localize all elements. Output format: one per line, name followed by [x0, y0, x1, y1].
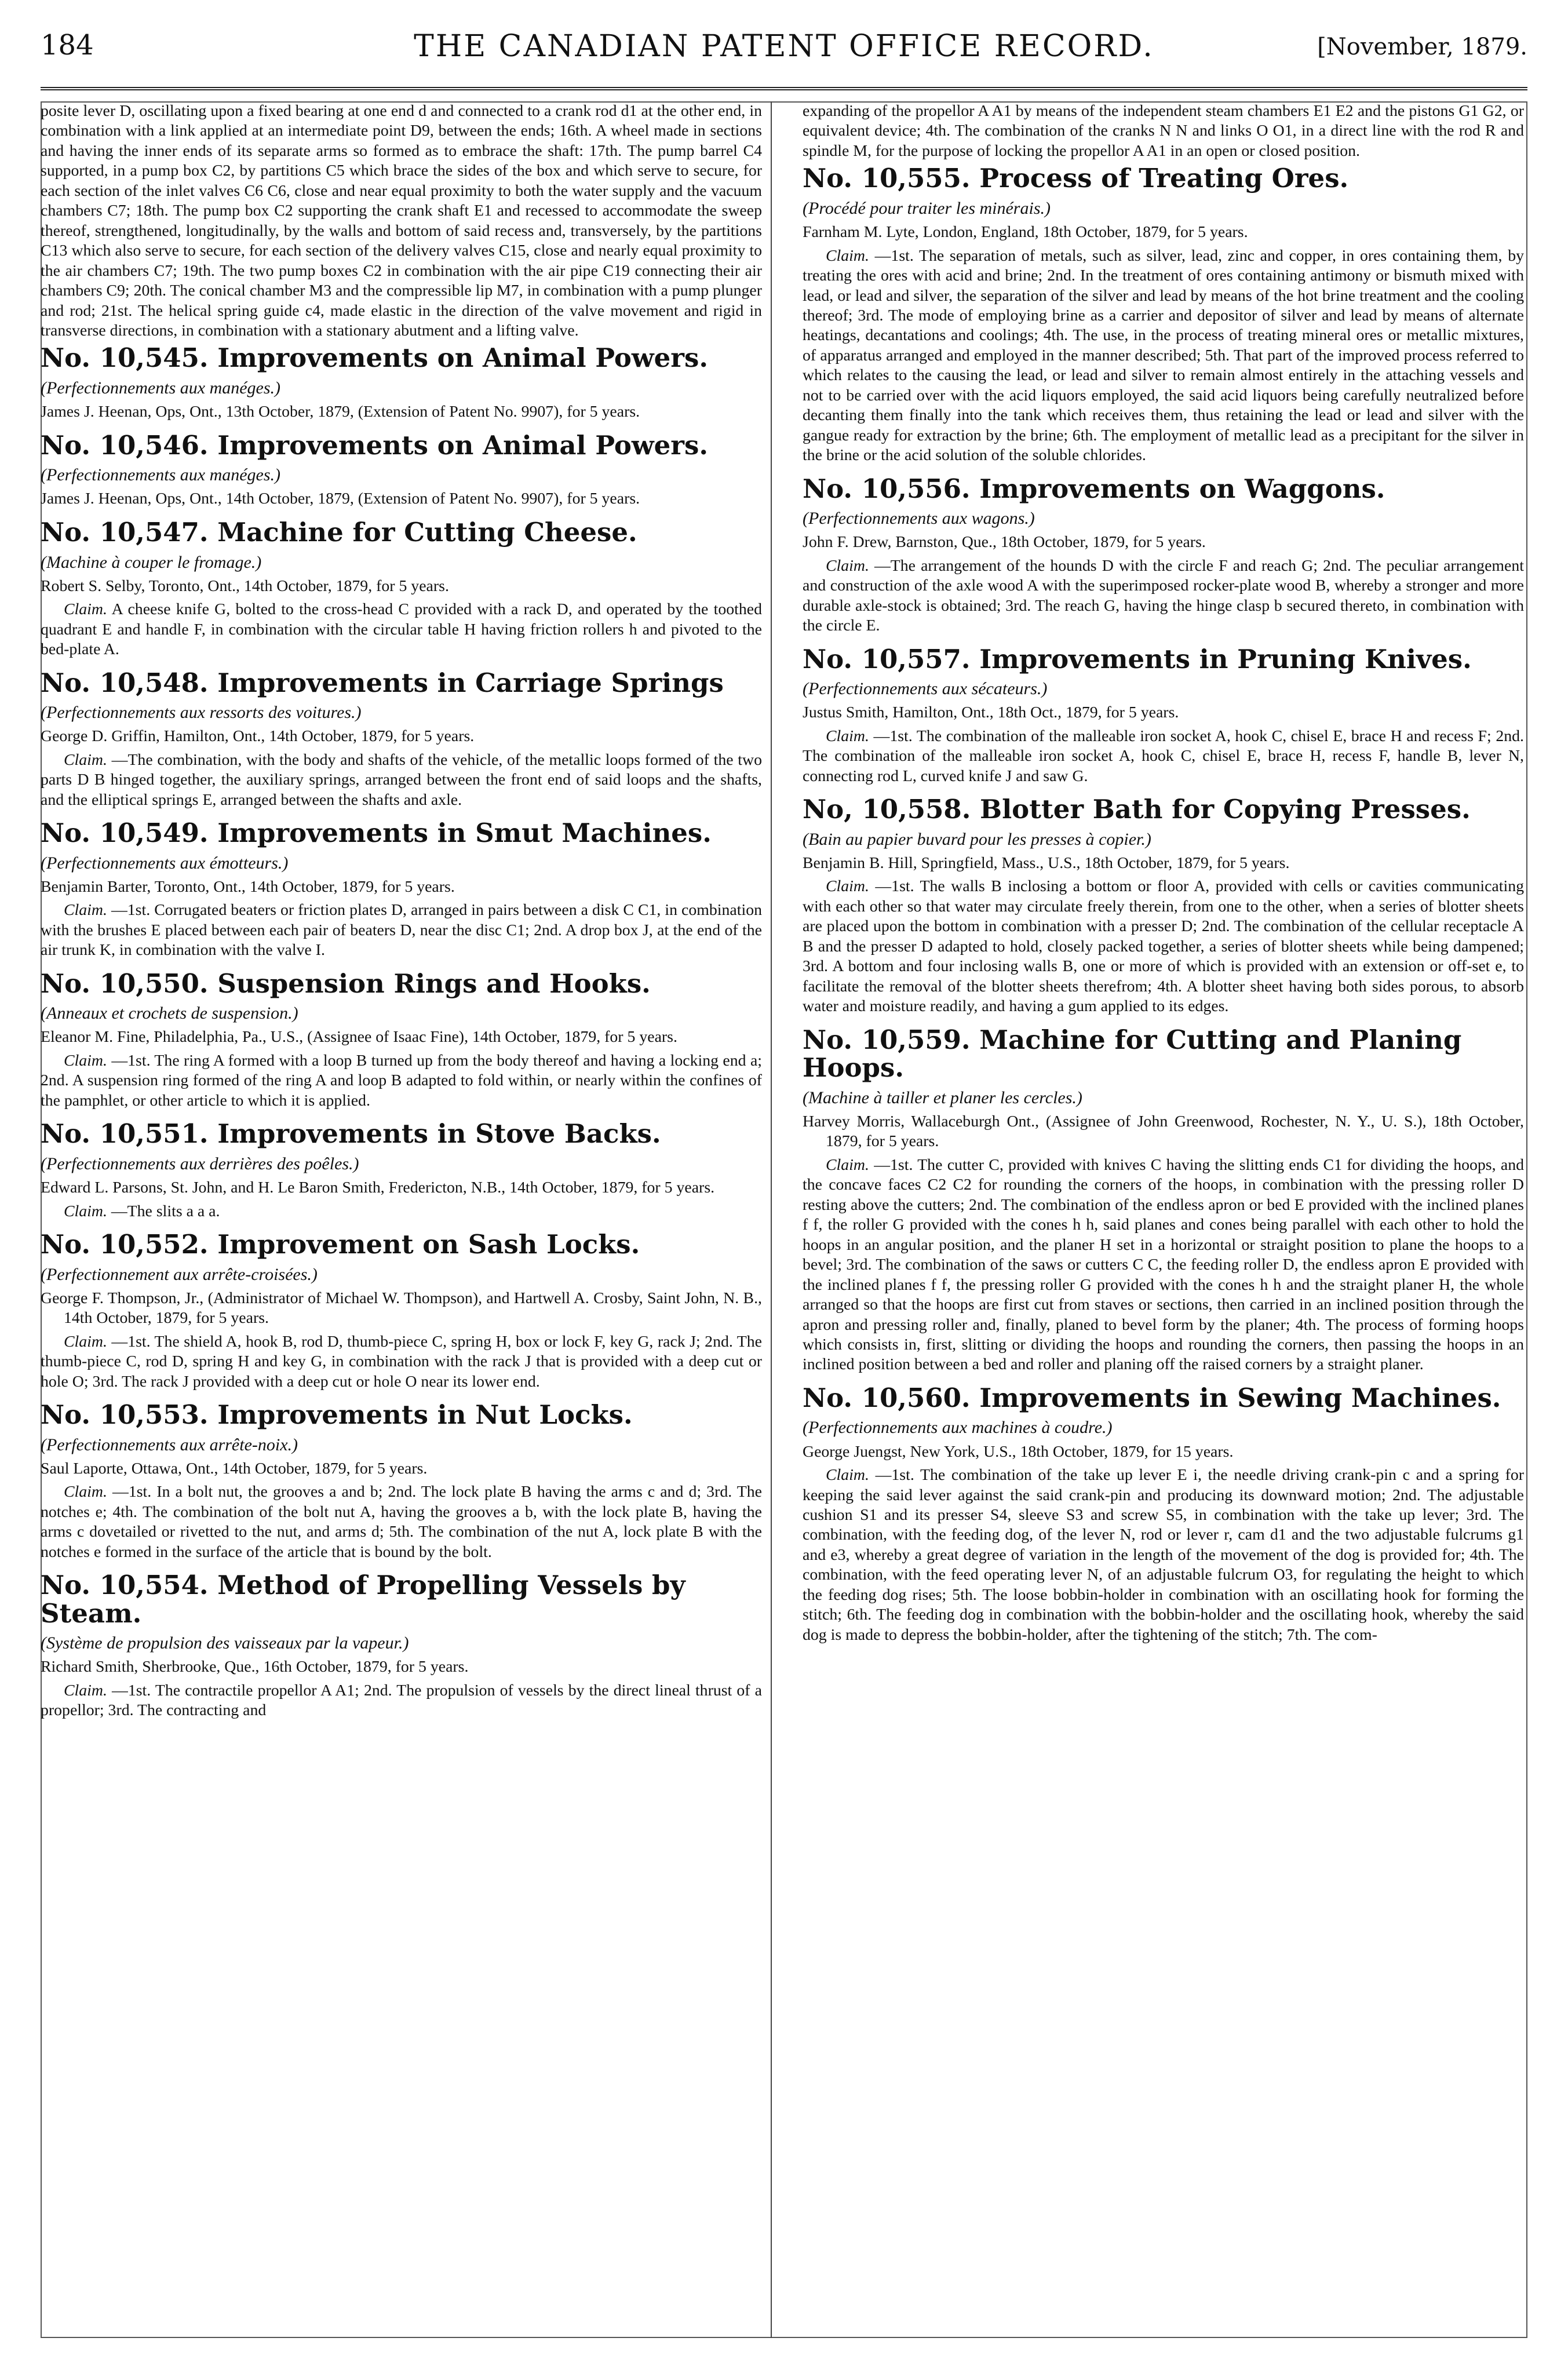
patent-grantee: George D. Griffin, Hamilton, Ont., 14th October, 1879, for 5 years.	[41, 727, 475, 746]
patent-grantee: George F. Thompson, Jr., (Administrator of Michael W. Thompson), and Hartwell A. Crosby, Saint John, N. B., 14th October, 1879, for 5 years.	[41, 1289, 762, 1327]
patent-grantee: Farnham M. Lyte, London, England, 18th October, 1879, for 5 years.	[803, 223, 1248, 242]
patent-grantee: Robert S. Selby, Toronto, Ont., 14th October, 1879, for 5 years.	[41, 577, 449, 595]
claim-text: —1st. The separation of metals, such as silver, lead, zinc and copper, in ores containing them, by treating the ores with acid and brine; 2nd. In the treatment of ores containing antimony or bismuth mixed with lead, or lead and silver, the separation of the silver and lead by means of the hot brine treatment and the cooling thereof; 3rd. The mode of employing brine as a carrier and depositor of silver and lead by means of alternate heatings, decantations and coolings; 4th. The use, in the process of treating mineral ores or metallic mixtures, of apparatus arranged and employed in the manner described; 5th. That part of the improved process referred to which relates to the causing the lead, or lead and silver to remain almost entirely in the attaching vessels and not to be carried over with the acid liquors employed, the said acid liquors being carefully neutralized before decanting them finally into the tank which receives them, thus retaining the lead or lead and silver with the gangue ready for extraction by the brine; 6th. The employment of metallic lead as a precipitant for the silver in the brine or the acid solution of the soluble chlorides.	[803, 246, 1524, 465]
patent-number: No. 10,548.	[41, 667, 209, 698]
patent-list	[803, 165, 1524, 1645]
patent-number: No. 10,559.	[803, 1024, 971, 1055]
patent-french-title: (Bain au papier buvard pour les presses à copier.)	[803, 829, 1151, 849]
patent-heading	[803, 165, 1524, 193]
claim-text: —1st. The combination of the take up lever E i, the needle driving crank-pin c and a spring for keeping the said lever against the said crank-pin and producing its downward motion; 2nd. The adjustable cushion S1 and its presser S4, sleeve S3 and screw S5, in combination with the take up lever; 3rd. The combination, with the feeding dog, of the lever N, rod or lever r, cam d1 and the two adjustable fulcrums g1 and e3, whereby a great degree of variation in the length of the movement of the dog is provided for; 4th. The combination, with the feed operating lever N, of an adjustable fulcrum O3, for regulating the height to which the feeding dog rises; 5th. The loose bobbin-holder in combination with an oscillating hook for forming the stitch; 6th. The feeding dog in combination with the bobbin-holder and the oscillating hook, whereby the said dog is made to depress the bobbin-holder, after the tightening of the stitch; 7th. The com-	[803, 1466, 1524, 1644]
page-number: 184	[41, 29, 94, 61]
patent-title: Improvements on Animal Powers.	[217, 429, 709, 461]
patent-entry	[803, 645, 1524, 787]
patent-entry	[41, 1228, 762, 1392]
continued-text: expanding of the propellor A A1 by means of the independent steam chambers E1 E2 and the pistons G1 G2, or equivalent device; 4th. The combination of the cranks N N and links O O1, in a direct line with the rod R and spindle M, for the purpose of locking the propellor A A1 in an open or closed position.	[803, 102, 1524, 160]
claim-text: —1st. The shield A, hook B, rod D, thumb-piece C, spring H, box or lock F, key G, rack J; 2nd. The thumb-piece C, rod D, spring H and key G, in combination with the rack J that is provided with a deep cut or hole O; 3rd. The rack J provided with a deep cut or hole O near its lower end.	[41, 1332, 762, 1391]
patent-number: No. 10,553.	[41, 1399, 209, 1431]
claim-label: Claim.	[64, 1483, 107, 1501]
patent-grantee: Saul Laporte, Ottawa, Ont., 14th October, 1879, for 5 years.	[41, 1459, 428, 1478]
patent-french-title: (Perfectionnement aux arrête-croisées.)	[41, 1264, 318, 1284]
patent-claim	[41, 750, 762, 810]
patent-claim	[41, 600, 762, 659]
patent-entry	[803, 1026, 1524, 1375]
patent-french-title: (Perfectionnements aux arrête-noix.)	[41, 1435, 298, 1454]
continued-text: posite lever D, oscillating upon a fixed bearing at one end d and connected to a crank rod d1 at the other end, in combination with a link applied at an intermediate point D9, between the ends; 16th. A wheel made in sections and having the inner ends of its separate arms so formed as to embrace the shaft: 17th. The pump barrel C4 supported, in a pump box C2, by partitions C5 which brace the sides of the box and which serve to secure, for each section of the inlet valves C6 C6, close and near equal proximity to both the water supply and the vacuum chambers C7; 18th. The pump box C2 supporting the crank shaft E1 and recessed to accommodate the sweep thereof, strengthened, longitudinally, by the walls and bottom of said recess and, transversely, by the partitions C13 which also serve to secure, for each section of the delivery valves C15, close and nearly equal proximity to the air chambers C7; 19th. The two pump boxes C2 in combination with the air pipe C19 connecting their air chambers C9; 20th. The conical chamber M3 and the compressible lip M7, in combination with a pump plunger and rod; 21st. The helical spring guide c4, made elastic in the direction of the valve movement and rigid in transverse directions, in combination with a stationary abutment and a lifting valve.	[41, 102, 762, 340]
header-rule	[41, 87, 1527, 90]
patent-title: Machine for Cutting Cheese.	[217, 516, 637, 548]
patent-heading	[41, 819, 762, 848]
claim-text: —1st. Corrugated beaters or friction plates D, arranged in pairs between a disk C C1, in combination with the brushes E placed between each pair of beaters D, near the disc C1; 2nd. A drop box J, at the end of the air trunk K, in combination with the valve I.	[41, 901, 762, 960]
patent-number: No. 10,550.	[41, 968, 209, 999]
patent-heading	[803, 796, 1524, 824]
patent-grantee: Richard Smith, Sherbrooke, Que., 16th October, 1879, for 5 years.	[41, 1658, 469, 1676]
claim-label: Claim.	[64, 1051, 107, 1070]
patent-french-title: (Système de propulsion des vaisseaux par la vapeur.)	[41, 1633, 409, 1653]
claim-text: —The arrangement of the hounds D with the circle F and reach G; 2nd. The peculiar arrangement and construction of the axle wood A with the superimposed rocker-plate wood B, whereby a stronger and more durable axle-stock is obtained; 3rd. The reach G, having the hinge clasp b secured thereto, in combination with the circle E.	[803, 556, 1524, 635]
patent-heading	[41, 516, 762, 548]
patent-french-title: (Machine à tailler et planer les cercles.)	[803, 1088, 1082, 1107]
patent-french-title: (Perfectionnements aux wagons.)	[803, 509, 1035, 528]
patent-grantee: James J. Heenan, Ops, Ont., 14th October, 1879, (Extension of Patent No. 9907), for 5 years.	[41, 490, 640, 508]
claim-label: Claim.	[826, 877, 869, 896]
patent-heading	[41, 344, 762, 373]
patent-title: Machine for Cutting and Planing Hoops.	[803, 1024, 1462, 1084]
claim-text: A cheese knife G, bolted to the cross-head C provided with a rack D, and operated by the toothed quadrant E and handle F, in combination with the circular table H having friction rollers h and pivoted to the bed-plate A.	[41, 600, 762, 659]
patent-title: Process of Treating Ores.	[979, 163, 1349, 194]
patent-claim	[803, 727, 1524, 786]
right-column	[803, 101, 1524, 2344]
patent-grantee: Justus Smith, Hamilton, Ont., 18th Oct., 1879, for 5 years.	[803, 703, 1179, 722]
patent-title: Improvements in Stove Backs.	[217, 1118, 661, 1150]
claim-label: Claim.	[64, 901, 107, 920]
claim-label: Claim.	[826, 1155, 869, 1174]
patent-number: No. 10,547.	[41, 516, 209, 548]
claim-text: —1st. In a bolt nut, the grooves a and b; 2nd. The lock plate B having the arms c and d; 3rd. The notches e; 4th. The combination of the bolt nut A, having the grooves a b, with the lock plate B, having the arms c dovetailed or rivetted to the nut, and arms d; 5th. The combination of the nut A, lock plate B with the notches e formed in the surface of the article that is bound by the bolt.	[41, 1483, 762, 1561]
claim-text: —1st. The combination of the malleable iron socket A, hook C, chisel E, brace H and recess F; 2nd. The combination of the malleable iron socket A, hook C, chisel E, brace H, recess F, handle B, lever N, connecting rod L, curved knife J and saw G.	[803, 727, 1524, 785]
patent-claim	[41, 1482, 762, 1562]
patent-number: No. 10,554.	[41, 1570, 209, 1601]
patent-french-title: (Perfectionnements aux derrières des poêles.)	[41, 1154, 359, 1173]
patent-grantee: John F. Drew, Barnston, Que., 18th October, 1879, for 5 years.	[803, 533, 1206, 552]
patent-title: Improvements in Pruning Knives.	[979, 643, 1472, 674]
patent-french-title: (Perfectionnements aux sécateurs.)	[803, 679, 1048, 699]
patent-french-title: (Perfectionnements aux émotteurs.)	[41, 853, 289, 873]
claim-label: Claim.	[64, 1332, 107, 1351]
patent-grantee: Eleanor M. Fine, Philadelphia, Pa., U.S., (Assignee of Isaac Fine), 14th October, 1879, for 5 years.	[41, 1028, 677, 1046]
patent-number: No. 10,560.	[803, 1382, 971, 1413]
patent-heading	[41, 1401, 762, 1429]
patent-entry	[41, 819, 762, 961]
patent-heading	[41, 429, 762, 461]
patent-entry	[803, 796, 1524, 1016]
patent-entry	[41, 669, 762, 811]
issue-date: [November, 1879.	[1317, 34, 1527, 60]
patent-heading	[803, 475, 1524, 504]
claim-label: Claim.	[64, 1681, 107, 1699]
patent-entry	[803, 1384, 1524, 1645]
patent-number: No. 10,552.	[41, 1228, 209, 1260]
patent-entry	[41, 429, 762, 509]
patent-claim	[803, 1155, 1524, 1375]
patent-entry	[41, 1571, 762, 1721]
patent-claim	[41, 1332, 762, 1392]
claim-label: Claim.	[826, 1466, 869, 1485]
journal-title: THE CANADIAN PATENT OFFICE RECORD.	[414, 29, 1154, 64]
page-header	[41, 29, 1527, 81]
patent-french-title: (Machine à couper le fromage.)	[41, 552, 262, 572]
patent-french-title: (Perfectionnements aux machines à coudre.)	[803, 1418, 1113, 1438]
patent-claim	[803, 246, 1524, 466]
claim-text: —1st. The ring A formed with a loop B turned up from the body thereof and having a locking end a; 2nd. A suspension ring formed of the ring A and loop B adapted to fold within, or nearly within the confines of the pamphlet, or other article to which it is applied.	[41, 1051, 762, 1110]
patent-title: Improvements on Waggons.	[979, 473, 1385, 504]
patent-grantee: Benjamin Barter, Toronto, Ont., 14th October, 1879, for 5 years.	[41, 877, 455, 896]
patent-french-title: (Procédé pour traiter les minérais.)	[803, 198, 1051, 218]
patent-entry	[41, 344, 762, 422]
claim-text: —1st. The contractile propellor A A1; 2nd. The propulsion of vessels by the direct lineal thrust of a propellor; 3rd. The contracting and	[41, 1681, 762, 1720]
patent-number: No. 10,546.	[41, 429, 209, 461]
claim-text: —The slits a a a.	[111, 1202, 220, 1220]
patent-heading	[41, 1228, 762, 1260]
patent-heading	[41, 970, 762, 998]
patent-entry	[803, 165, 1524, 465]
claim-label: Claim.	[826, 727, 869, 745]
patent-title: Improvements in Sewing Machines.	[979, 1382, 1501, 1413]
claim-text: —1st. The cutter C, provided with knives C having the slitting ends C1 for dividing the hoops, and the concave faces C2 C2 for rounding the corners of the hoops, in combination with the pressing roller D resting above the cutters; 2nd. The combination of the endless apron or bed E provided with the inclined planes f f, the roller G provided with the cones h h, said planes and cones being parallel with each other to hold the hoops in an angular position, and the planer H set in a horizontal or straight position to plane the hoops to a bevel; 3rd. The combination of the saws or cutters C C, the feeding roller D, the endless apron E provided with the inclined planes f f, the pressing roller G provided with the cones h h and the straight planer H, the whole arranged so that the hoops are first cut from staves or sections, then carried in an inclined position through the apron and pressing roller and, finally, planed to bevel form by the planer; 4th. The process of forming hoops which consists in, first, slitting or dividing the hoops and rounding the corners, then passing the hoops in an inclined position between a bed and roller and planing off the raised corners by a straight planer.	[803, 1155, 1524, 1374]
column-divider	[771, 101, 772, 2338]
claim-label: Claim.	[826, 556, 869, 575]
patent-list	[41, 344, 762, 1720]
patent-entry	[41, 1120, 762, 1221]
patent-heading	[803, 645, 1524, 674]
patent-number: No. 10,555.	[803, 163, 971, 194]
patent-number: No. 10,556.	[803, 473, 971, 504]
claim-label: Claim.	[64, 600, 107, 619]
patent-claim	[803, 1465, 1524, 1645]
patent-title: Suspension Rings and Hooks.	[217, 968, 651, 999]
patent-number: No, 10,558.	[803, 794, 971, 825]
patent-french-title: (Perfectionnements aux ressorts des voitures.)	[41, 703, 362, 723]
patent-french-title: (Anneaux et crochets de suspension.)	[41, 1004, 298, 1023]
claim-label: Claim.	[826, 246, 869, 265]
claim-text: —1st. The walls B inclosing a bottom or floor A, provided with cells or cavities communicating with each other so that water may circulate freely therein, from one to the other, when a series of blotter sheets are placed upon the bottom in combination with a presser D; 2nd. The combination of the cellular receptacle A B and the presser D adapted to hold, closely packed together, a series of blotter sheets while being dampened; 3rd. A bottom and four inclosing walls B, one or more of which is provided with an extension or off-set e, to facilitate the removal of the blotter sheets therefrom; 4th. A blotter sheet having both sides porous, to absorb water and moisture readily, and having a gum applied to its edges.	[803, 877, 1524, 1016]
patent-grantee: George Juengst, New York, U.S., 18th October, 1879, for 15 years.	[803, 1442, 1234, 1461]
patent-title: Improvements in Carriage Springs	[217, 667, 724, 698]
patent-claim	[803, 556, 1524, 636]
patent-title: Improvements in Nut Locks.	[217, 1399, 633, 1431]
patent-heading	[41, 669, 762, 698]
patent-grantee: Benjamin B. Hill, Springfield, Mass., U.S., 18th October, 1879, for 5 years.	[803, 854, 1290, 872]
patent-grantee: Harvey Morris, Wallaceburgh Ont., (Assignee of John Greenwood, Rochester, N. Y., U. S.), 18th October, 1879, for 5 years.	[803, 1113, 1524, 1151]
patent-claim	[803, 877, 1524, 1016]
patent-number: No. 10,557.	[803, 643, 971, 674]
patent-entry	[803, 475, 1524, 636]
patent-heading	[803, 1384, 1524, 1413]
patent-entry	[41, 1401, 762, 1562]
patent-grantee: Edward L. Parsons, St. John, and H. Le Baron Smith, Fredericton, N.B., 14th October, 1879, for 5 years.	[41, 1179, 715, 1197]
patent-number: No. 10,549.	[41, 818, 209, 849]
patent-french-title: (Perfectionnements aux manéges.)	[41, 465, 281, 485]
patent-claim	[41, 900, 762, 960]
claim-label: Claim.	[64, 750, 107, 769]
claim-label: Claim.	[64, 1202, 107, 1220]
patent-heading	[41, 1120, 762, 1148]
left-column	[41, 101, 762, 2344]
patent-claim	[41, 1051, 762, 1111]
patent-number: No. 10,551.	[41, 1118, 209, 1150]
patent-number: No. 10,545.	[41, 342, 209, 374]
patent-title: Improvement on Sash Locks.	[217, 1228, 640, 1260]
patent-french-title: (Perfectionnements aux manéges.)	[41, 378, 281, 398]
patent-heading	[803, 1026, 1524, 1082]
patent-entry	[41, 970, 762, 1111]
patent-title: Blotter Bath for Copying Presses.	[980, 794, 1471, 825]
patent-grantee: James J. Heenan, Ops, Ont., 13th October, 1879, (Extension of Patent No. 9907), for 5 years.	[41, 403, 640, 421]
patent-claim	[41, 1681, 762, 1721]
patent-claim	[41, 1202, 762, 1221]
patent-heading	[41, 1571, 762, 1628]
patent-entry	[41, 516, 762, 660]
patent-title: Improvements in Smut Machines.	[217, 818, 712, 849]
patent-title: Method of Propelling Vessels by Steam.	[41, 1570, 685, 1629]
claim-text: —The combination, with the body and shafts of the vehicle, of the metallic loops formed of the two parts D B hinged together, the auxiliary springs, arranged between the front end of said loops and the shafts, and the elliptical springs E, arranged between the shafts and axle.	[41, 750, 762, 809]
patent-title: Improvements on Animal Powers.	[217, 342, 709, 374]
